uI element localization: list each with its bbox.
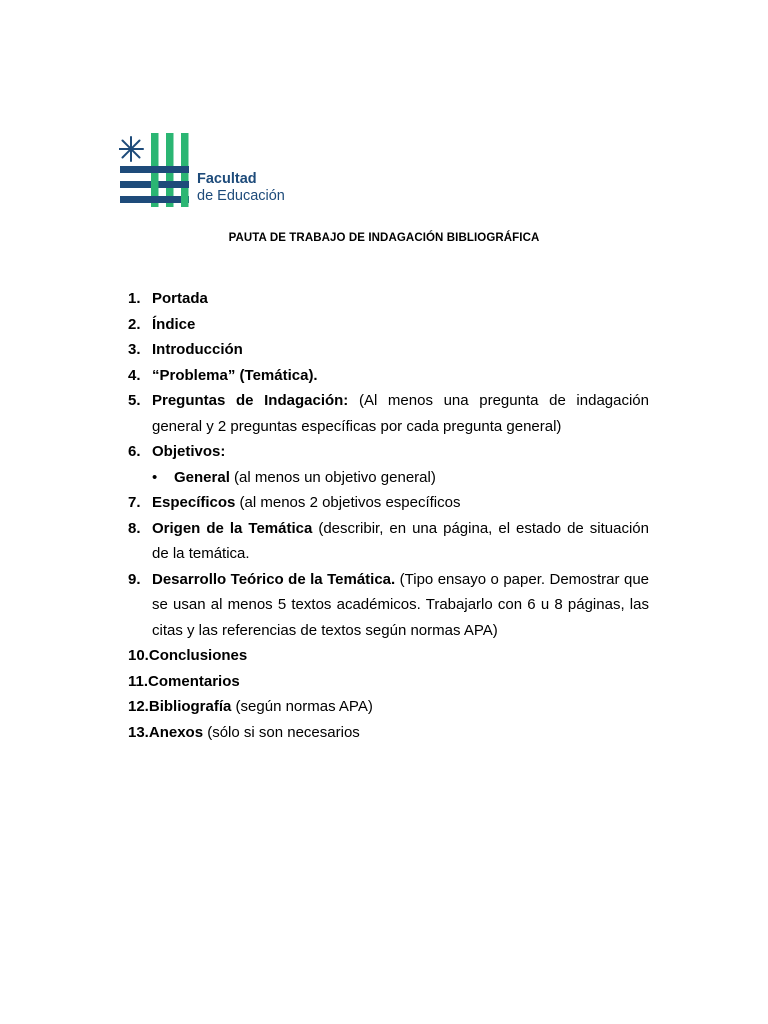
item-number: 8. [128,519,141,537]
item-number: 10. [128,647,149,664]
item-heading: “Problema” (Temática). [152,366,318,384]
document-title: PAUTA DE TRABAJO DE INDAGACIÓN BIBLIOGRÁFICA [228,232,540,244]
faculty-logo [119,131,299,209]
list-item-conclusiones [128,643,649,669]
item-description: (sólo si son necesarios [203,723,360,741]
list-item-comentarios [128,669,649,695]
item-heading: Anexos [148,723,204,741]
guideline-list [128,286,649,745]
list-item-objetivos [128,439,649,465]
faculty-logo-mark [119,131,191,209]
item-number: 3. [128,341,141,358]
list-subitem-general [128,465,649,491]
item-heading: Comentarios [148,672,240,690]
list-item-introduccion [128,337,649,363]
list-item-anexos [128,720,649,746]
list-item-origen [128,516,649,567]
item-heading: Bibliografía [148,698,232,715]
item-number: 13. [128,723,149,741]
list-item-indice [128,312,649,338]
item-heading: Introducción [152,341,243,358]
logo-faculty-label: Facultad [197,171,257,187]
item-heading: Índice [152,315,196,333]
item-heading: Objetivos: [152,443,226,460]
list-item-especificos [128,490,649,516]
list-item-preguntas [128,388,649,439]
item-number: 5. [128,392,141,409]
list-item-desarrollo [128,567,649,644]
list-item-bibliografia [128,694,649,720]
list-item-portada [128,286,649,312]
item-description: (según normas APA) [231,698,373,715]
item-description: (al menos un objetivo general) [229,468,436,486]
item-heading: Preguntas de Indagación: [152,392,349,409]
item-heading: Conclusiones [148,647,248,664]
item-description: (Tipo ensayo o paper. Demostrar que se usan al menos 5 textos académicos. Trabajarlo con 6 u 8 páginas, las citas y las referencias de textos según normas APA) [152,570,649,639]
item-heading: General [174,468,230,486]
item-number: 4. [128,366,141,384]
item-number: 2. [128,315,141,333]
item-description: (describir, en una página, el estado de situación de la temática. [152,519,649,562]
item-number: 9. [128,570,141,588]
logo-education-label: de Educación [197,188,285,204]
item-number: 12. [128,698,149,715]
item-description: (al menos 2 objetivos específicos [235,494,461,511]
item-number: 1. [128,290,141,307]
item-number: 11. [128,672,149,690]
item-description: (Al menos una pregunta de indagación general y 2 preguntas específicas por cada pregunta general) [152,392,649,435]
item-heading: Desarrollo Teórico de la Temática. [152,570,396,588]
asterisk-icon [119,137,143,161]
item-number: 6. [128,443,141,460]
list-item-problema [128,363,649,389]
item-heading: Específicos [152,494,236,511]
item-heading: Origen de la Temática [152,519,313,537]
item-heading: Portada [152,290,208,307]
bullet-icon: • [152,468,158,486]
item-number: 7. [128,494,141,511]
